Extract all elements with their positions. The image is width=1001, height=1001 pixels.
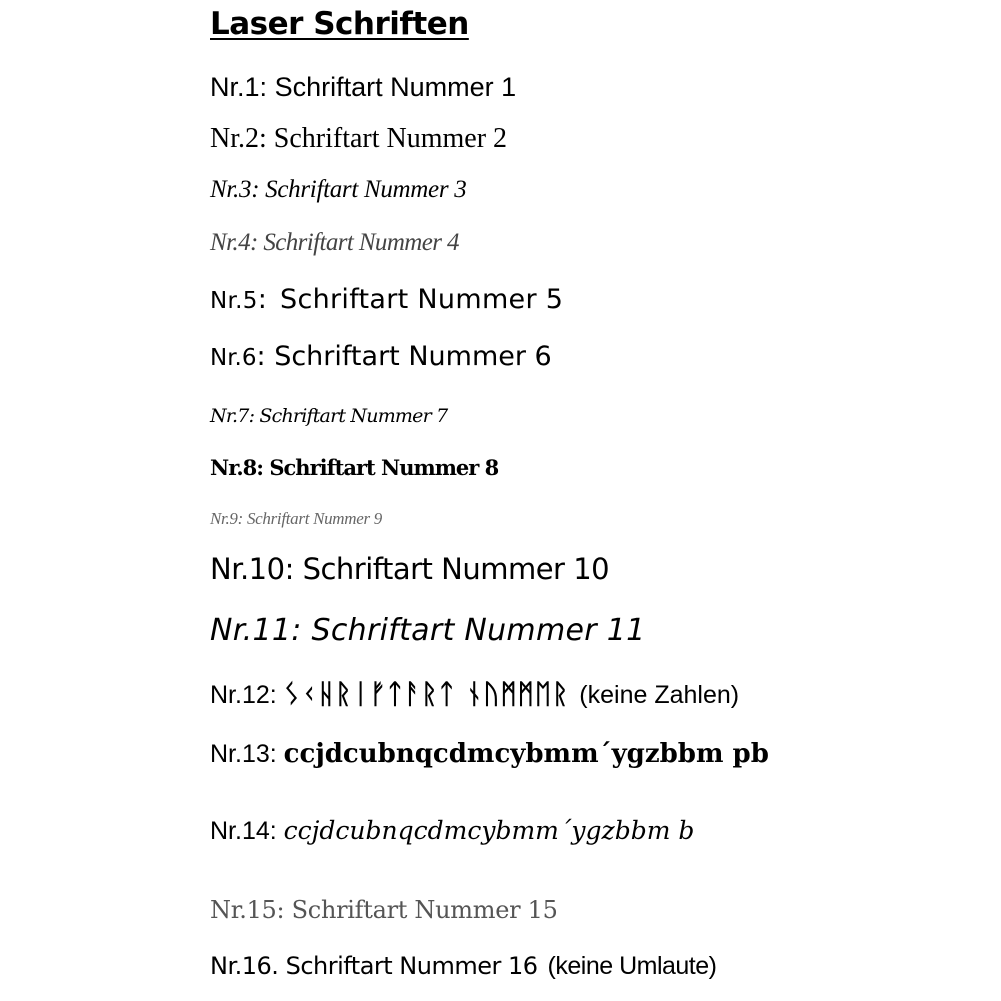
font-sample-separator: : (256, 341, 266, 372)
font-sample-separator: : (248, 405, 255, 427)
font-sample-5 (210, 286, 563, 313)
font-sample-separator: : (237, 509, 243, 528)
page-title: Laser Schriften (210, 6, 469, 42)
font-sample-label: Nr.16 (210, 952, 272, 980)
font-sample-separator: : (251, 176, 260, 203)
font-sample-label: Nr.1 (210, 72, 260, 102)
font-sample-separator: . (271, 952, 279, 980)
font-sample-label: Nr.5 (210, 288, 258, 314)
font-sample-14 (210, 818, 694, 844)
font-sample-7 (210, 407, 447, 426)
font-sample-name: ᛊᚲᚺᚱᛁᚠᛏᚨᚱᛏ ᚾᚢᛗᛗᛖᚱ (283, 679, 570, 710)
font-sample-note: (keine Umlaute) (547, 952, 717, 980)
font-sample-label: Nr.10 (210, 552, 285, 586)
font-sample-15 (210, 898, 558, 922)
font-sample-1 (210, 74, 516, 101)
font-sample-label: Nr.12 (210, 681, 270, 709)
font-sample-4 (210, 230, 459, 255)
font-sample-name: Schriftart Nummer 8 (269, 455, 499, 480)
font-sample-separator: : (256, 455, 264, 480)
font-sample-8 (210, 457, 498, 478)
font-sample-2 (210, 125, 507, 153)
font-sample-name: Schriftart Nummer 16 (285, 952, 538, 980)
font-sample-label: Nr.13 (210, 740, 270, 768)
font-sample-label: Nr.11 (210, 613, 292, 648)
font-sample-name: Schriftart Nummer 11 (311, 613, 646, 648)
font-sample-label: Nr.2 (210, 123, 259, 154)
font-sample-13 (210, 741, 769, 767)
font-sample-name: Schriftart Nummer 2 (273, 123, 508, 154)
font-sample-label: Nr.3 (210, 176, 252, 203)
font-sample-3 (210, 177, 466, 202)
font-sample-separator: : (257, 284, 268, 315)
font-sample-separator: : (259, 123, 267, 154)
font-sample-separator: : (291, 613, 302, 648)
font-sample-label: Nr.4 (210, 229, 250, 256)
font-sample-name: Schriftart Nummer 15 (291, 896, 558, 924)
font-sample-separator: : (269, 817, 277, 845)
font-sample-separator: : (249, 229, 258, 256)
font-sample-note: (keine Zahlen) (579, 681, 740, 709)
font-sample-name: Schriftart Nummer 4 (263, 229, 459, 256)
font-sample-name: Schriftart Nummer 5 (280, 284, 564, 315)
font-sample-9 (210, 510, 382, 527)
font-sample-label: Nr.15 (210, 896, 277, 924)
font-sample-name: Schriftart Nummer 9 (246, 509, 382, 528)
font-sample-name: Schriftart Nummer 1 (274, 72, 517, 102)
font-sample-label: Nr.8 (210, 455, 257, 480)
font-sample-name: Schriftart Nummer 6 (274, 341, 552, 372)
font-sample-name: Schriftart Nummer 7 (259, 405, 448, 427)
font-sample-separator: : (269, 740, 277, 768)
font-sample-name: Schriftart Nummer 10 (302, 552, 610, 586)
font-sample-label: Nr.6 (210, 345, 257, 371)
font-sample-label: Nr.9 (210, 509, 238, 528)
font-sample-name: Schriftart Nummer 3 (265, 176, 467, 203)
font-sample-6 (210, 343, 552, 370)
font-sample-separator: : (276, 896, 285, 924)
font-sample-label: Nr.7 (210, 405, 249, 427)
font-sample-separator: : (259, 72, 268, 102)
font-sample-12 (210, 681, 739, 708)
font-sample-11 (210, 613, 646, 648)
font-sample-label: Nr.14 (210, 817, 270, 845)
font-sample-separator: : (269, 681, 277, 709)
font-sample-name: ccjdcubnqcdmcybmm´ygzbbm pb (283, 739, 769, 769)
font-sample-10 (210, 552, 610, 586)
font-sample-separator: : (284, 552, 294, 586)
font-sample-16 (210, 954, 716, 979)
font-sample-name: ccjdcubnqcdmcybmm´ygzbbm b (283, 816, 695, 845)
